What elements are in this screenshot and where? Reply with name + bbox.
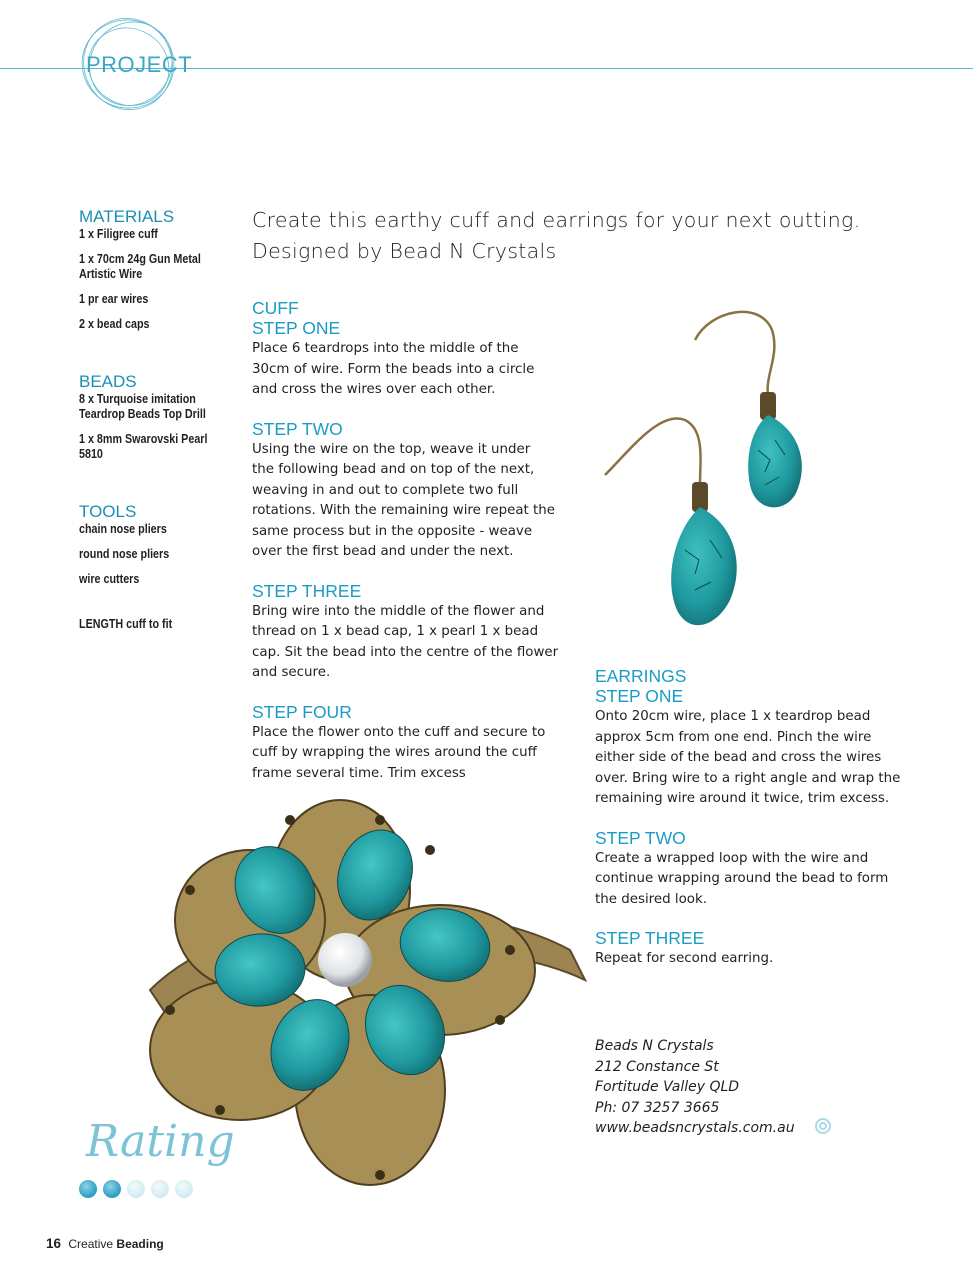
supplier-street: 212 Constance St bbox=[595, 1058, 719, 1075]
step-title: STEP ONE bbox=[595, 686, 684, 706]
page-footer bbox=[46, 1236, 164, 1251]
tool-item: round nose pliers bbox=[79, 547, 170, 561]
rating-label: Rating bbox=[86, 1116, 235, 1167]
rating-dot bbox=[127, 1180, 145, 1198]
material-item: 1 x Filigree cuff bbox=[79, 227, 158, 241]
step-title: STEP TWO bbox=[595, 827, 686, 848]
page-number: 16 bbox=[46, 1236, 62, 1251]
earrings-heading: EARRINGS bbox=[595, 666, 687, 686]
intro-line: Create this earthy cuff and earrings for your next outting. bbox=[252, 208, 861, 232]
magazine-brand: Beading bbox=[116, 1237, 164, 1251]
supplier-website[interactable]: www.beadsncrystals.com.au bbox=[595, 1120, 795, 1136]
step-body: Bring wire into the middle of the flower and thread on 1 x bead cap, 1 x pearl 1 x bead cap. Sit the bead into the centre of the flower and secure. bbox=[252, 603, 559, 680]
rating-dot bbox=[103, 1180, 121, 1198]
step-title: STEP THREE bbox=[595, 928, 705, 948]
supplier-phone: Ph: 07 3257 3665 bbox=[595, 1099, 720, 1116]
material-item: 2 x bead caps bbox=[79, 317, 150, 331]
tools-heading: TOOLS bbox=[79, 502, 137, 521]
step-title: STEP FOUR bbox=[252, 701, 352, 722]
step-body: Place the flower onto the cuff and secure to cuff by wrapping the wires around the cuff frame several time. Trim excess bbox=[252, 724, 546, 781]
step-title: STEP TWO bbox=[252, 418, 343, 439]
earrings-photo bbox=[600, 300, 815, 645]
tools-list bbox=[79, 503, 229, 632]
rating-dot bbox=[175, 1180, 193, 1198]
step-body: Using the wire on the top, weave it under the following bead and on top of the next, weaving in and out to complete two full rotations. With the remaining wire repeat the same process but in the opposite - weave over the first bead and under the next. bbox=[252, 441, 556, 559]
end-mark-icon bbox=[815, 1118, 831, 1134]
rating-dot bbox=[151, 1180, 169, 1198]
step-title: STEP THREE bbox=[252, 580, 362, 601]
supplier-name: Beads N Crystals bbox=[595, 1038, 714, 1054]
step-body: Create a wrapped loop with the wire and continue wrapping around the bead to form the desired look. bbox=[595, 850, 889, 907]
bead-item: 1 x 8mm Swarovski Pearl 5810 bbox=[79, 432, 208, 461]
section-title: PROJECT bbox=[86, 52, 193, 77]
tool-item: chain nose pliers bbox=[79, 522, 167, 536]
intro-text bbox=[252, 205, 872, 267]
material-item: 1 pr ear wires bbox=[79, 292, 149, 306]
bead-item: 8 x Turquoise imitation Teardrop Beads Top Drill bbox=[79, 392, 206, 421]
materials-heading: MATERIALS bbox=[79, 207, 175, 226]
intro-line: Designed by Bead N Crystals bbox=[252, 239, 557, 263]
step-body: Repeat for second earring. bbox=[595, 951, 774, 966]
cuff-heading: CUFF bbox=[252, 298, 299, 318]
earrings-instructions bbox=[595, 666, 935, 970]
supplier-suburb: Fortitude Valley QLD bbox=[595, 1079, 740, 1095]
rating-dot bbox=[79, 1180, 97, 1198]
cuff-instructions bbox=[252, 298, 582, 784]
beads-list bbox=[79, 373, 229, 462]
length-note: LENGTH cuff to fit bbox=[79, 617, 173, 631]
tool-item: wire cutters bbox=[79, 572, 140, 586]
magazine-prefix: Creative bbox=[68, 1237, 114, 1251]
step-body: Place 6 teardrops into the middle of the 30cm of wire. Form the beads into a circle and cross the wires over each other. bbox=[252, 341, 535, 397]
step-title: STEP ONE bbox=[252, 318, 341, 338]
rating-dots bbox=[79, 1180, 193, 1198]
supplier-address bbox=[595, 1036, 795, 1139]
materials-list bbox=[79, 208, 229, 332]
material-item: 1 x 70cm 24g Gun Metal Artistic Wire bbox=[79, 252, 201, 281]
step-body: Onto 20cm wire, place 1 x teardrop bead approx 5cm from one end. Pinch the wire either side of the bead and cross the wires over. Bring wire to a right angle and wrap the remaining wire around it twice, trim excess. bbox=[595, 709, 901, 806]
beads-heading: BEADS bbox=[79, 372, 137, 391]
